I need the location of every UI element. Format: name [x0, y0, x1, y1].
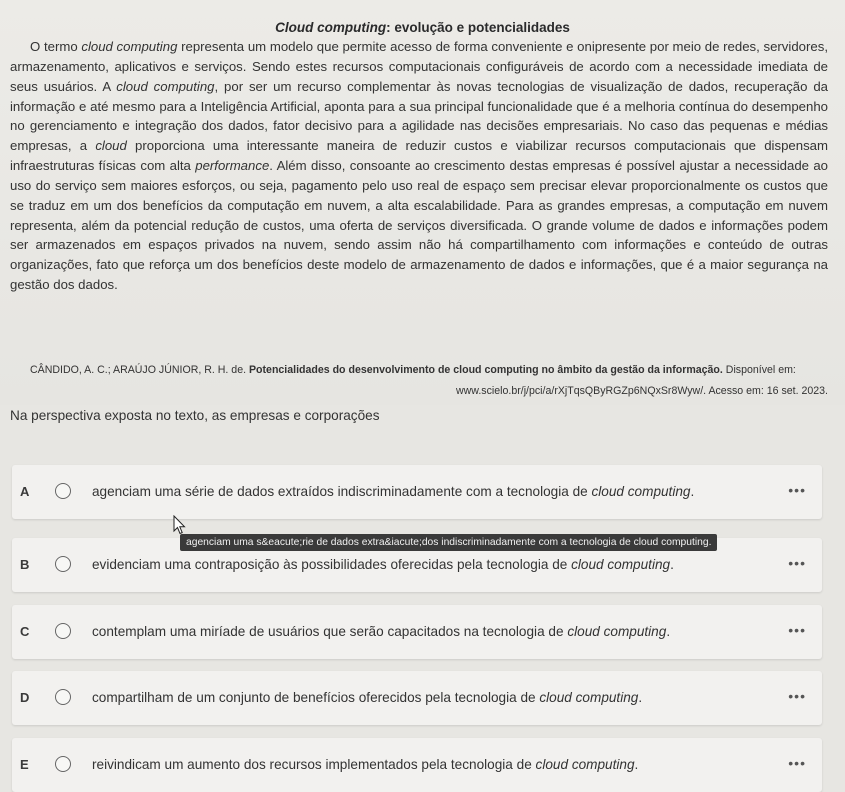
passage-title: [0, 20, 845, 35]
option-e[interactable]: [12, 738, 822, 792]
option-letter: C: [20, 624, 30, 639]
option-text: reivindicam um aumento dos recursos implementados pela tecnologia de cloud computing.: [92, 757, 639, 772]
mouse-cursor-icon: [173, 515, 187, 535]
option-text: evidenciam uma contraposição às possibilidades oferecidas pela tecnologia de cloud computing.: [92, 557, 674, 572]
citation-available: Disponível em:: [722, 364, 796, 376]
radio-button[interactable]: [55, 756, 71, 772]
option-tooltip: agenciam uma s&eacute;rie de dados extra&iacute;dos indiscriminadamente com a tecnologia de cloud computing.: [180, 534, 717, 551]
option-letter: D: [20, 690, 30, 705]
option-text: contemplam uma miríade de usuários que serão capacitados na tecnologia de cloud computing.: [92, 624, 671, 639]
option-letter: B: [20, 557, 30, 572]
citation-title: Potencialidades do desenvolvimento de cloud computing no âmbito da gestão da informação.: [248, 364, 723, 376]
more-options-icon[interactable]: •••: [788, 482, 806, 498]
title-italic: Cloud computing: [275, 20, 387, 35]
radio-button[interactable]: [55, 623, 71, 639]
more-options-icon[interactable]: •••: [788, 555, 806, 571]
radio-button[interactable]: [55, 556, 71, 572]
option-letter: E: [20, 757, 29, 772]
citation: [30, 360, 828, 402]
radio-button[interactable]: [55, 483, 71, 499]
title-rest: : evolução e potencialidades: [386, 20, 570, 35]
option-c[interactable]: [12, 605, 822, 659]
more-options-icon[interactable]: •••: [788, 622, 806, 638]
question-stem: Na perspectiva exposta no texto, as empresas e corporações: [10, 408, 380, 423]
option-text: agenciam uma série de dados extraídos indiscriminadamente com a tecnologia de cloud computing.: [92, 484, 695, 499]
citation-url: www.scielo.br/j/pci/a/rXjTqsQByRGZp6NQxSr8Wyw/. Acesso em: 16 set. 2023.: [456, 385, 828, 397]
option-text: compartilham de um conjunto de benefícios oferecidos pela tecnologia de cloud computing.: [92, 690, 643, 705]
more-options-icon[interactable]: •••: [788, 688, 806, 704]
option-a[interactable]: [12, 465, 822, 519]
option-d[interactable]: [12, 671, 822, 725]
more-options-icon[interactable]: •••: [788, 755, 806, 771]
citation-authors: CÂNDIDO, A. C.; ARAÚJO JÚNIOR, R. H. de.: [30, 364, 249, 376]
option-letter: A: [20, 484, 30, 499]
radio-button[interactable]: [55, 689, 71, 705]
passage-body: [10, 37, 828, 295]
passage-paragraph: O termo cloud computing representa um modelo que permite acesso de forma conveniente e onipresente por meio de redes, servidores, armazenamento, aplicativos e serviços. Sendo estes recursos computacionais configuráveis de acordo com a necessidade imediata de seus usuários. A cloud computing, por ser um recurso complementar às novas tecnologias de visualização de dados, recuperação da informação e até mesmo para a Inteligência Artificial, aponta para a sua principal funcionalidade que é a melhoria contínua do desempenho no gerenciamento e integração dos dados, fator decisivo para a agilidade nas decisões empresariais. No caso das pequenas e médias empresas, a cloud proporciona uma interessante maneira de reduzir custos e viabilizar recursos computacionais que dispensam infraestruturas físicas com alta performance. Além disso, consoante ao crescimento destas empresas é possível ajustar a necessidade ao uso do serviço sem maiores esforços, ou seja, pagamento pelo uso real de espaço sem precisar elevar proporcionalmente os custos que se traduz em um dos benefícios da computação em nuvem, a alta escalabilidade. Para as grandes empresas, a computação em nuvem representa, além da potencial redução de custos, uma oferta de serviços diversificada. O grande volume de dados e informações podem ser armazenados em espaços privados na nuvem, sendo assim não há compartilhamento com informações e conteúdo de outras organizações, fato que reforça um dos benefícios deste modelo de armazenamento de dados e informações, que é a maior segurança na gestão dos dados.: [10, 39, 829, 293]
